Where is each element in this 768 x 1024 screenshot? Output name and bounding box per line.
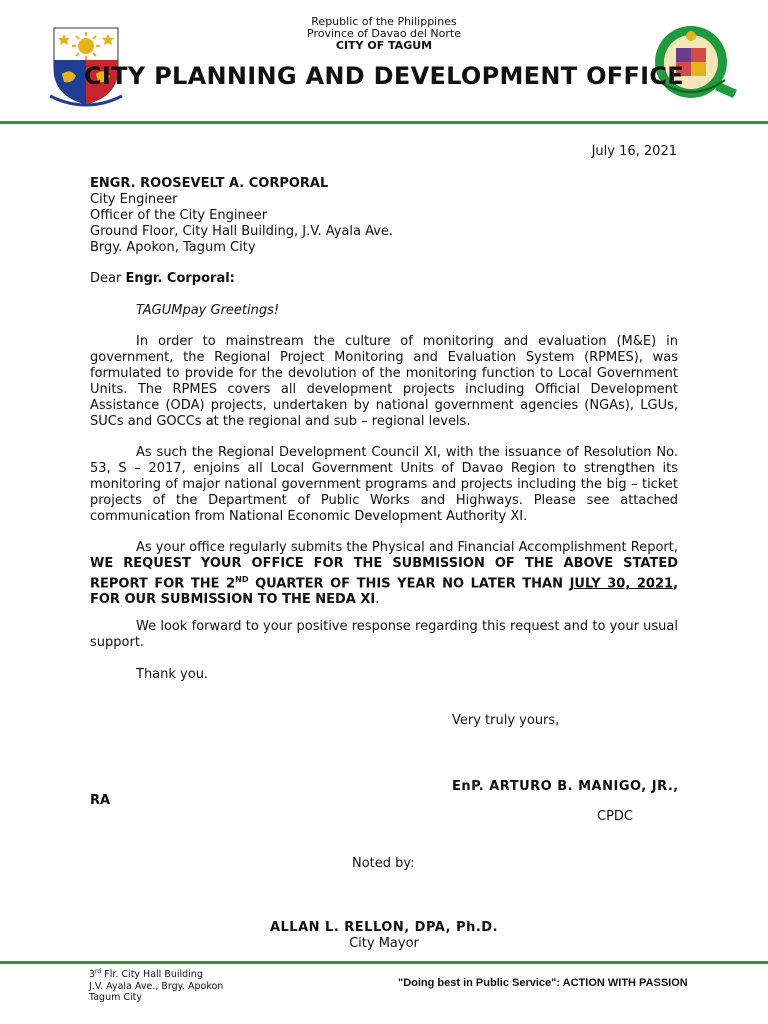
header-divider: [0, 121, 768, 124]
paragraph-3: [90, 540, 678, 608]
office-title: CITY PLANNING AND DEVELOPMENT OFFICE: [83, 62, 685, 90]
signer-position: CPDC: [597, 809, 634, 824]
recipient-line: Brgy. Apokon, Tagum City: [90, 240, 256, 255]
republic-line: Republic of the Philippines: [311, 15, 457, 28]
salutation-name: Engr. Corporal:: [125, 271, 235, 286]
footer-motto: "Doing best in Public Service": ACTION WITH PASSION: [398, 977, 688, 989]
paragraph-3-lead: As your office regularly submits the Physical and Financial Accomplishment Report,: [136, 540, 678, 555]
recipient-name: ENGR. ROOSEVELT A. CORPORAL: [90, 176, 329, 191]
greeting: TAGUMpay Greetings!: [136, 303, 280, 318]
mayor-position: City Mayor: [349, 936, 419, 951]
recipient-line: City Engineer: [90, 192, 178, 207]
recipient-block: [90, 176, 393, 256]
footer-address-line: Tagum City: [89, 992, 142, 1004]
footer-divider: [0, 961, 768, 964]
signer-suffix: RA: [90, 793, 111, 808]
request-text-2: QUARTER OF THIS YEAR NO LATER THAN: [248, 576, 570, 592]
city-line: CITY OF TAGUM: [335, 39, 433, 52]
request-text-3: , FOR OUR SUBMISSION TO THE NEDA XI: [90, 576, 678, 608]
salutation: [90, 271, 235, 287]
footer-address-line: J.V. Ayala Ave., Brgy. Apokon: [89, 980, 224, 992]
signer-name: EnP. ARTURO B. MANIGO, JR.,: [452, 779, 679, 794]
paragraph-1: In order to mainstream the culture of monitoring and evaluation (M&E) in government, the Regional Project Monitoring and Evaluation System (RPMES), was formulated to provide for the devolution of the monitoring function to Local Government Units. The RPMES covers all development projects including Official Development Assistance (ODA) projects, undertaken by national government agencies (NGAs), LGUs, SUCs and GOCCs at the regional and sub – regional levels.: [90, 334, 678, 429]
salutation-prefix: Dear: [90, 271, 126, 286]
paragraph-2: As such the Regional Development Council XI, with the issuance of Resolution No. 53, S – 2017, enjoins all Local Government Units of Davao Region to strengthen its monitoring of major national government programs and projects including the big – ticket projects of the Department of Public Works and Highways. Please see attached communication from National Economic Development Authority XI.: [90, 445, 678, 524]
letter-date: July 16, 2021: [591, 144, 677, 159]
closing: Very truly yours,: [452, 713, 560, 728]
deadline-date: JULY 30, 2021: [569, 576, 674, 592]
request-text: WE REQUEST YOUR OFFICE FOR THE SUBMISSION OF THE ABOVE STATED REPORT FOR THE 2: [90, 556, 678, 592]
recipient-line: Officer of the City Engineer: [90, 208, 268, 223]
recipient-line: Ground Floor, City Hall Building, J.V. Ayala Ave.: [90, 224, 394, 239]
thanks: Thank you.: [136, 667, 209, 682]
mayor-name: ALLAN L. RELLON, DPA, Ph.D.: [269, 920, 499, 935]
ordinal-suffix: ND: [235, 575, 249, 584]
footer-address: [89, 966, 223, 1004]
header-lines: [0, 16, 768, 52]
noted-by: Noted by:: [352, 856, 415, 871]
footer-address-line: 3rd Flr. City Hall Building: [89, 968, 203, 981]
paragraph-3-end: .: [375, 592, 380, 608]
paragraph-4: We look forward to your positive response regarding this request and to your usual support.: [90, 619, 678, 650]
province-line: Province of Davao del Norte: [307, 27, 461, 40]
